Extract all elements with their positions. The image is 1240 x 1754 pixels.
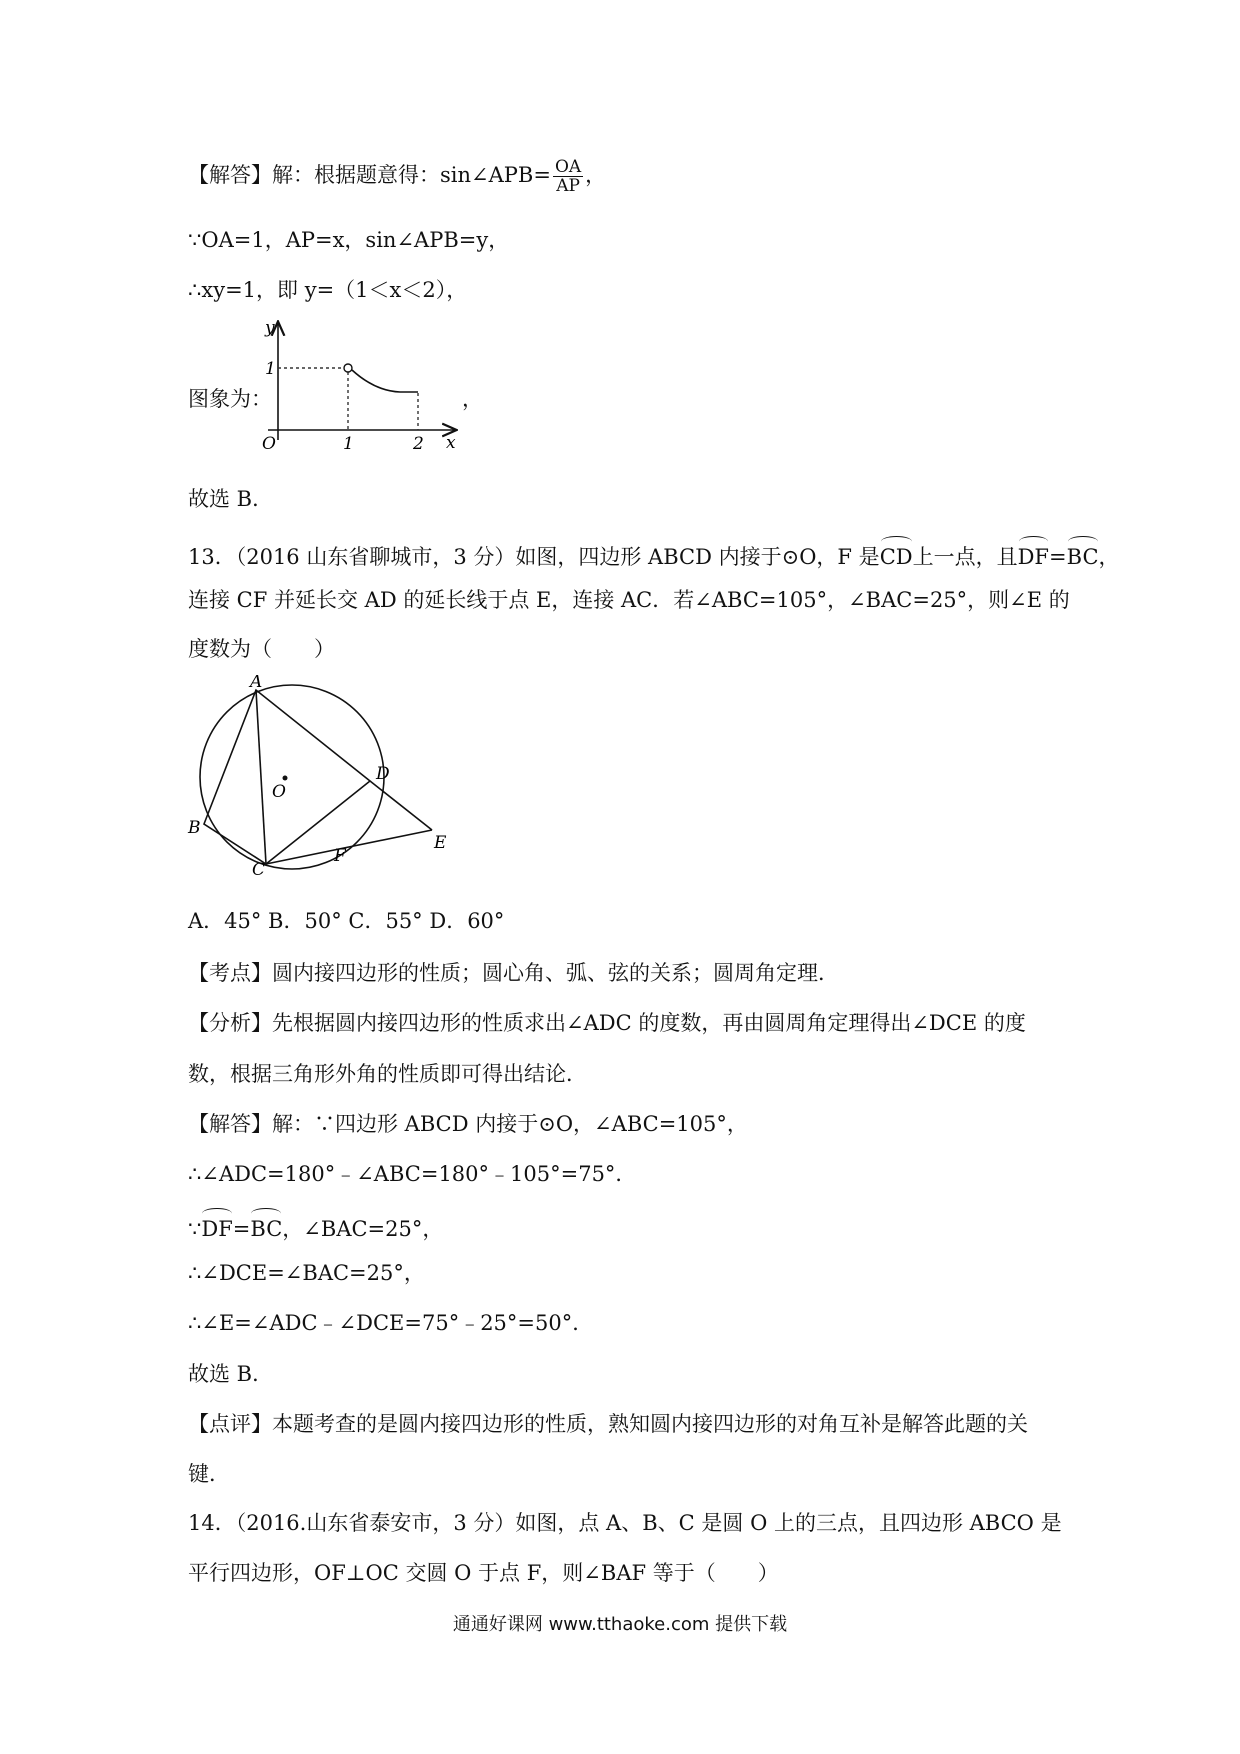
p12-function-graph xyxy=(260,315,470,455)
jieda-arc-bc: BC xyxy=(250,1208,282,1244)
p13-dianping-line1: 【点评】本题考查的是圆内接四边形的性质，熟知圆内接四边形的对角互补是解答此题的关 xyxy=(188,1412,1028,1436)
p13-stem-prefix: 13．（2016 山东省聊城市，3 分）如图，四边形 ABCD 内接于⊙O，F 是 xyxy=(188,545,880,569)
p13-circle-figure xyxy=(180,675,460,875)
p13-stem-suffix: ， xyxy=(1098,545,1120,569)
p13-stem-mid: 上一点，且 xyxy=(912,545,1018,569)
p14-stem-line2: 平行四边形，OF⊥OC 交圆 O 于点 F，则∠BAF 等于（ ） xyxy=(188,1561,779,1585)
p13-options: A．45° B．50° C．55° D．60° xyxy=(188,909,505,933)
because-symbol: ∵ xyxy=(188,1217,202,1241)
p13-stem-line3: 度数为（ ） xyxy=(188,637,335,661)
p12-frac-suffix: ， xyxy=(585,163,607,187)
p12-line2: ∵OA=1，AP=x，sin∠APB=y， xyxy=(188,228,510,252)
label-c: C xyxy=(252,860,266,875)
p13-jieda-line2: ∴∠ADC=180°﹣∠ABC=180°﹣105°=75°． xyxy=(188,1162,637,1186)
x-tick-2: 2 xyxy=(413,434,424,454)
curve-y-1-over-x xyxy=(352,370,418,392)
x-tick-1: 1 xyxy=(343,434,354,454)
label-e: E xyxy=(434,833,447,853)
p12-answer-prefix: 【解答】解：根据题意得：sin∠APB= xyxy=(188,163,551,187)
jieda-arc-df: DF xyxy=(201,1208,232,1244)
p13-choice: 故选 B． xyxy=(188,1362,274,1386)
y-axis-label: y xyxy=(265,318,275,338)
center-point-o xyxy=(283,776,288,781)
p13-kaodian: 【考点】圆内接四边形的性质；圆心角、弧、弦的关系；圆周角定理． xyxy=(188,961,839,985)
circle-o xyxy=(200,685,384,869)
p14-stem-line1: 14．（2016.山东省泰安市，3 分）如图，点 A、B、C 是圆 O 上的三点，且四边形 ABCO 是 xyxy=(188,1511,1062,1535)
p12-frac-numerator: OA xyxy=(554,157,582,177)
p13-jieda-line5: ∴∠E=∠ADC﹣∠DCE=75°﹣25°=50°． xyxy=(188,1311,594,1335)
label-f: F xyxy=(334,846,346,866)
arc-cd: CD xyxy=(880,536,913,572)
label-b: B xyxy=(188,818,201,838)
p13-fenxi-line1: 【分析】先根据圆内接四边形的性质求出∠ADC 的度数，再由圆周角定理得出∠DCE 的度 xyxy=(188,1011,1026,1035)
label-d: D xyxy=(376,764,390,784)
p13-stem-line2: 连接 CF 并延长交 AD 的延长线于点 E，连接 AC．若∠ABC=105°，∠BAC=25°，则∠E 的 xyxy=(188,588,1070,612)
label-a: A xyxy=(250,675,263,692)
p13-jieda-line3 xyxy=(188,1208,443,1244)
arc-bc: BC xyxy=(1067,536,1099,572)
p13-jieda-line4: ∴∠DCE=∠BAC=25°， xyxy=(188,1261,425,1285)
segment-ce xyxy=(266,830,432,864)
origin-label: O xyxy=(262,434,276,454)
p13-stem-line1 xyxy=(188,536,1120,572)
label-o: O xyxy=(272,782,286,802)
p13-fenxi-line2: 数，根据三角形外角的性质即可得出结论． xyxy=(188,1062,587,1086)
jieda-equals: = xyxy=(232,1217,251,1241)
p12-graph-label: 图象为： xyxy=(188,387,272,411)
page-footer: 通通好课网 www.tthaoke.com 提供下载 xyxy=(452,1614,788,1635)
p12-graph-suffix: ， xyxy=(462,387,483,411)
p12-frac-denominator: AP xyxy=(556,176,580,196)
p12-fraction xyxy=(553,158,583,195)
y-tick-1: 1 xyxy=(265,359,276,379)
jieda-line3-suffix: ，∠BAC=25°， xyxy=(282,1217,444,1241)
x-axis-label: x xyxy=(446,433,456,453)
open-endpoint xyxy=(344,364,352,372)
p13-jieda-line1: 【解答】解：∵四边形 ABCD 内接于⊙O，∠ABC=105°， xyxy=(188,1112,748,1136)
p12-choice: 故选 B． xyxy=(188,487,274,511)
arc-df: DF xyxy=(1018,536,1049,572)
p12-answer-line xyxy=(188,158,606,195)
segment-ac xyxy=(256,690,266,864)
p12-line3: ∴xy=1，即 y=（1＜x＜2）， xyxy=(188,278,468,302)
p13-dianping-line2: 键． xyxy=(188,1462,230,1486)
equals-sign: = xyxy=(1049,545,1067,569)
